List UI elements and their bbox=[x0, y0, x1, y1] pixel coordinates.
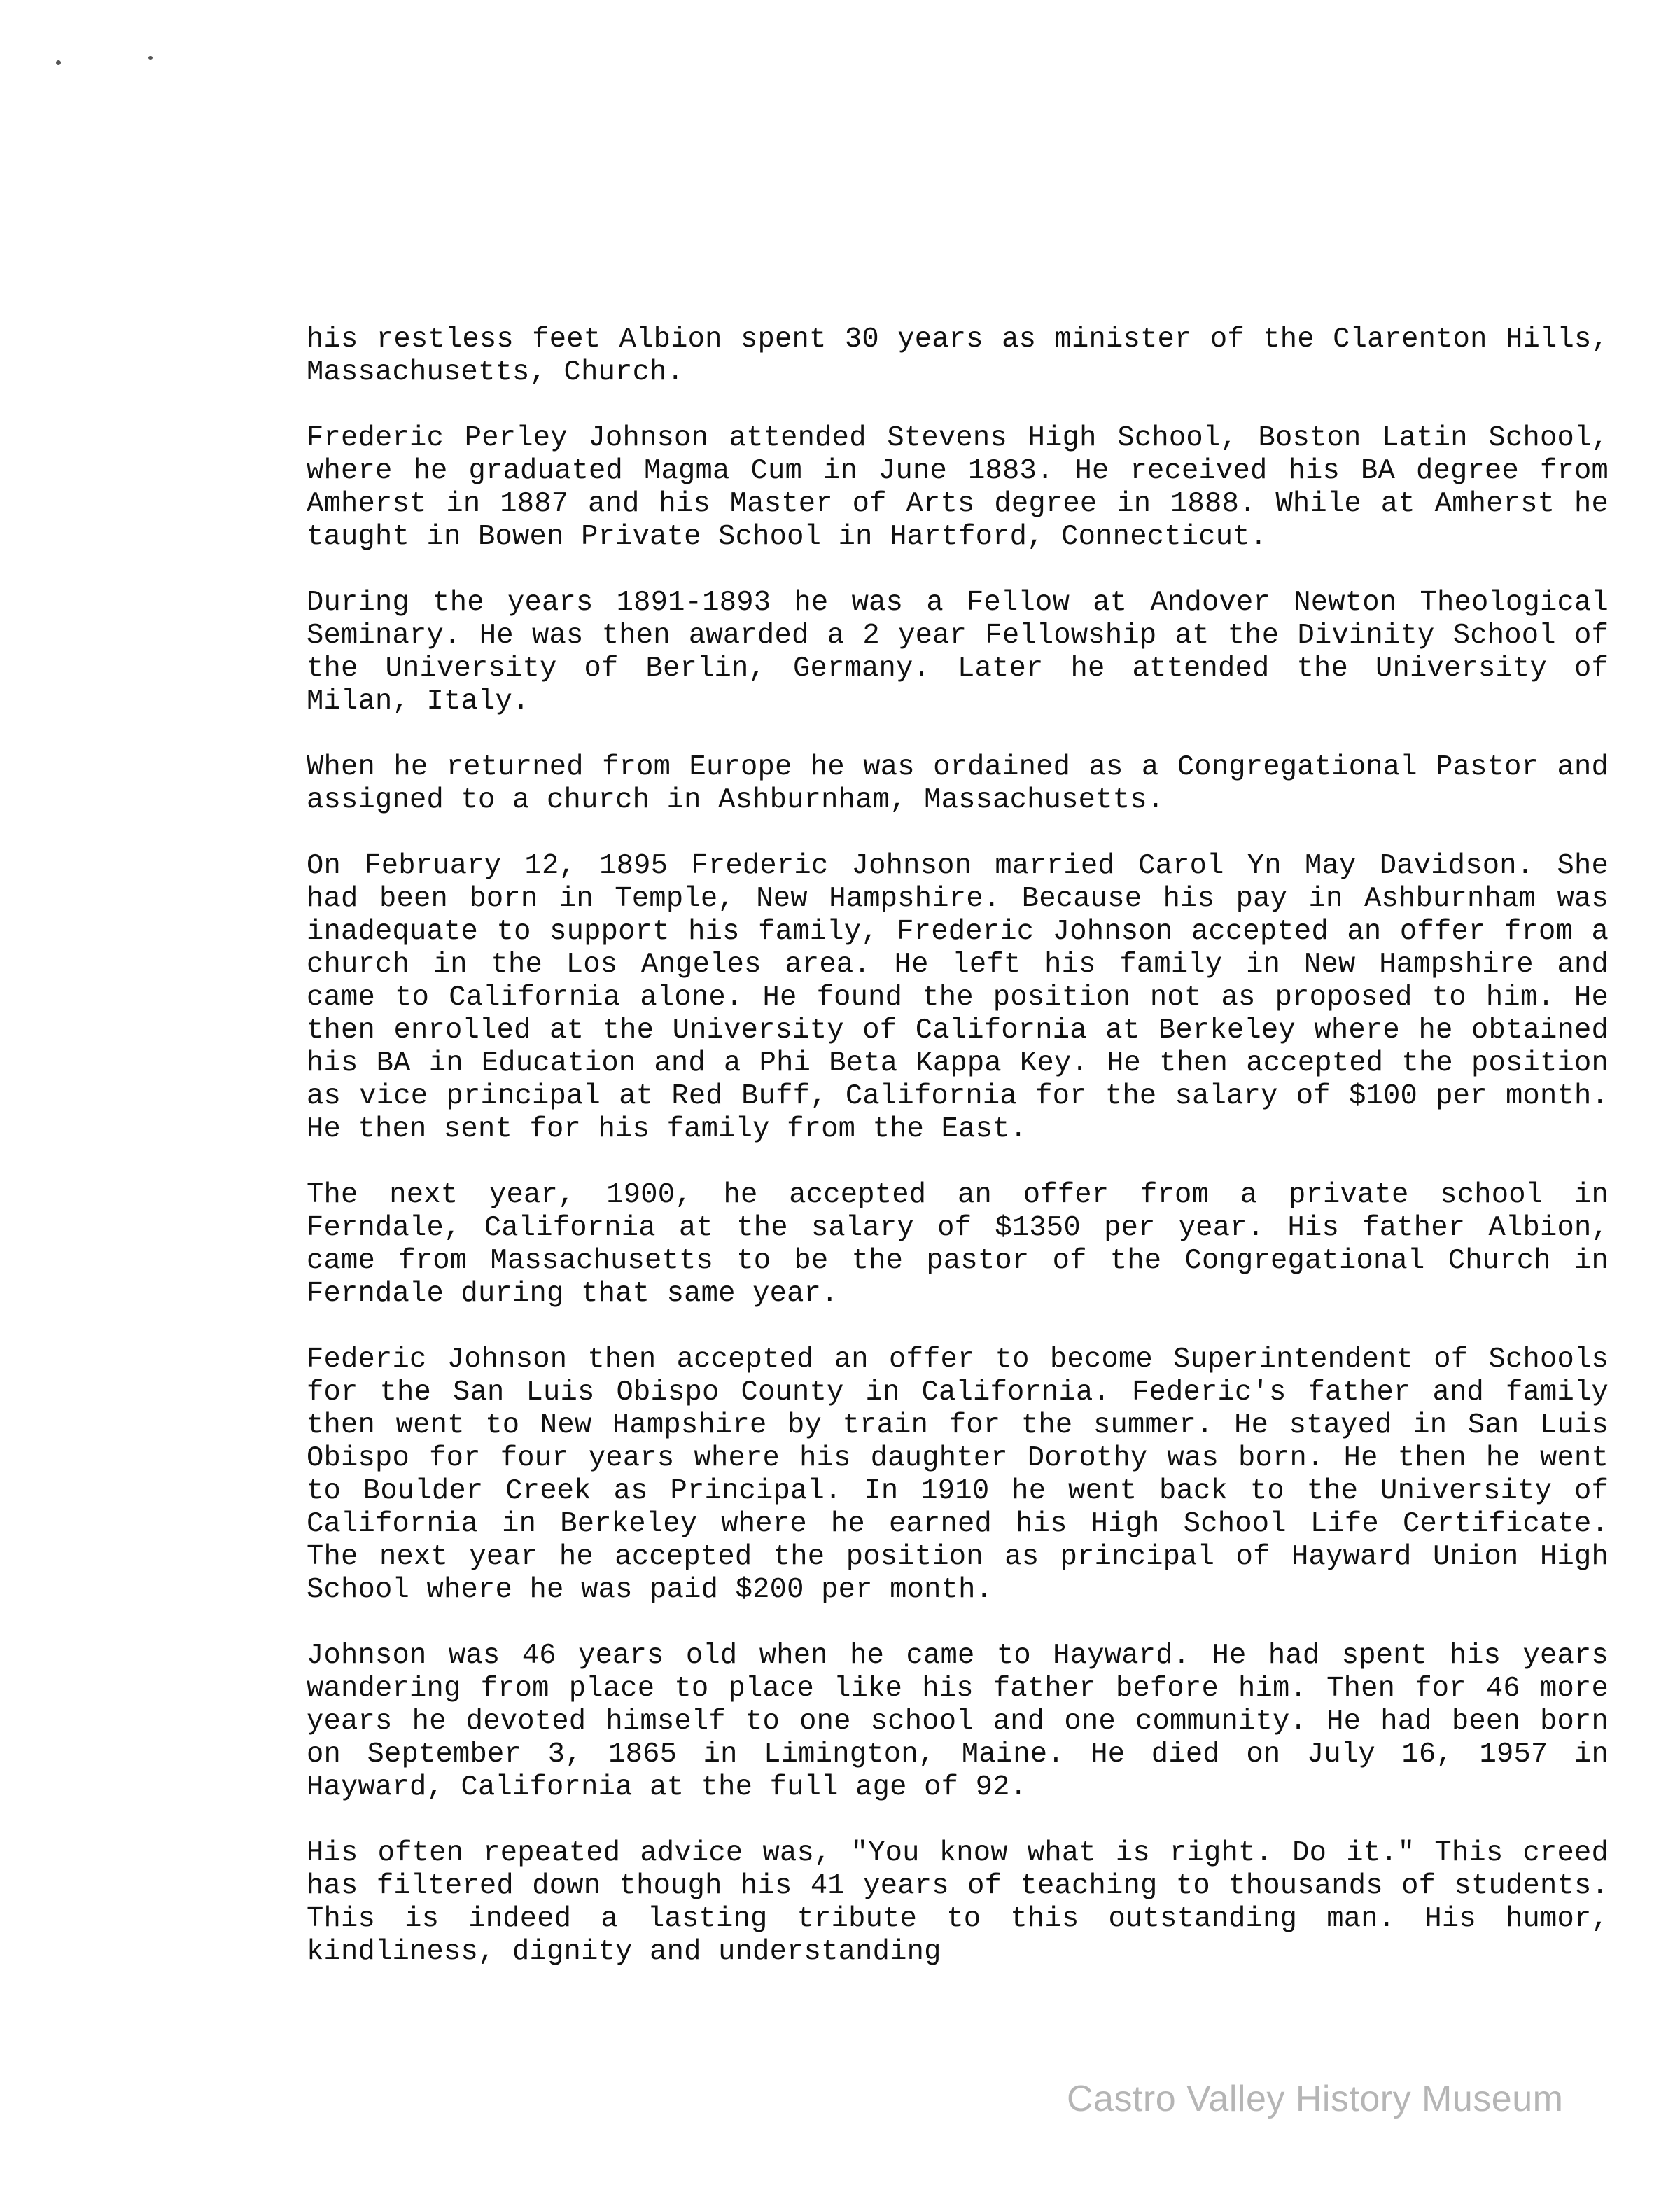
paragraph-7: Federic Johnson then accepted an offer to become Superintendent of Schools for the San Luis Obispo County in California. Federic's father and family then went to New Hampshire by train for the summer. He stayed in San Luis Obispo for four years where his daughter Dorothy was born. He then he went to Boulder Creek as Principal. In 1910 he went back to the University of California in Berkeley where he earned his High School Life Certificate. The next year he accepted the position as principal of Hayward Union High School where he was paid $200 per month. bbox=[307, 1344, 1609, 1606]
scan-speck bbox=[148, 56, 153, 60]
paragraph-2: Frederic Perley Johnson attended Stevens High School, Boston Latin School, where he graduated Magma Cum in June 1883. He received his BA degree from Amherst in 1887 and his Master of Arts degree in 1888. While at Amherst he taught in Bowen Private School in Hartford, Connecticut. bbox=[307, 422, 1609, 553]
paragraph-5: On February 12, 1895 Frederic Johnson married Carol Yn May Davidson. She had been born in Temple, New Hampshire. Because his pay in Ashburnham was inadequate to support his family, Frederic Johnson accepted an offer from a church in the Los Angeles area. He left his family in New Hampshire and came to California alone. He found the position not as proposed to him. He then enrolled at the University of California at Berkeley where he obtained his BA in Education and a Phi Beta Kappa Key. He then accepted the position as vice principal at Red Buff, California for the salary of $100 per month. He then sent for his family from the East. bbox=[307, 850, 1609, 1145]
paragraph-8: Johnson was 46 years old when he came to Hayward. He had spent his years wandering from place to place like his father before him. Then for 46 more years he devoted himself to one school and one community. He had been born on September 3, 1865 in Limington, Maine. He died on July 16, 1957 in Hayward, California at the full age of 92. bbox=[307, 1640, 1609, 1804]
scan-speck bbox=[56, 60, 61, 65]
paragraph-6: The next year, 1900, he accepted an offer from a private school in Ferndale, California at the salary of $1350 per year. His father Albion, came from Massachusetts to be the pastor of the Congregational Church in Ferndale during that same year. bbox=[307, 1179, 1609, 1310]
paragraph-9: His often repeated advice was, "You know what is right. Do it." This creed has filtered down though his 41 years of teaching to thousands of students. This is indeed a lasting tribute to this outstanding man. His humor, kindliness, dignity and understanding bbox=[307, 1837, 1609, 1968]
paragraph-4: When he returned from Europe he was ordained as a Congregational Pastor and assigned to a church in Ashburnham, Massachusetts. bbox=[307, 751, 1609, 816]
paragraph-3: During the years 1891-1893 he was a Fellow at Andover Newton Theological Seminary. He was then awarded a 2 year Fellowship at the Divinity School of the University of Berlin, Germany. Later he attended the University of Milan, Italy. bbox=[307, 587, 1609, 718]
paragraph-1: his restless feet Albion spent 30 years as minister of the Clarenton Hills, Massachusetts, Church. bbox=[307, 323, 1609, 389]
document-body bbox=[307, 323, 1609, 1969]
museum-watermark: Castro Valley History Museum bbox=[1067, 2079, 1564, 2119]
